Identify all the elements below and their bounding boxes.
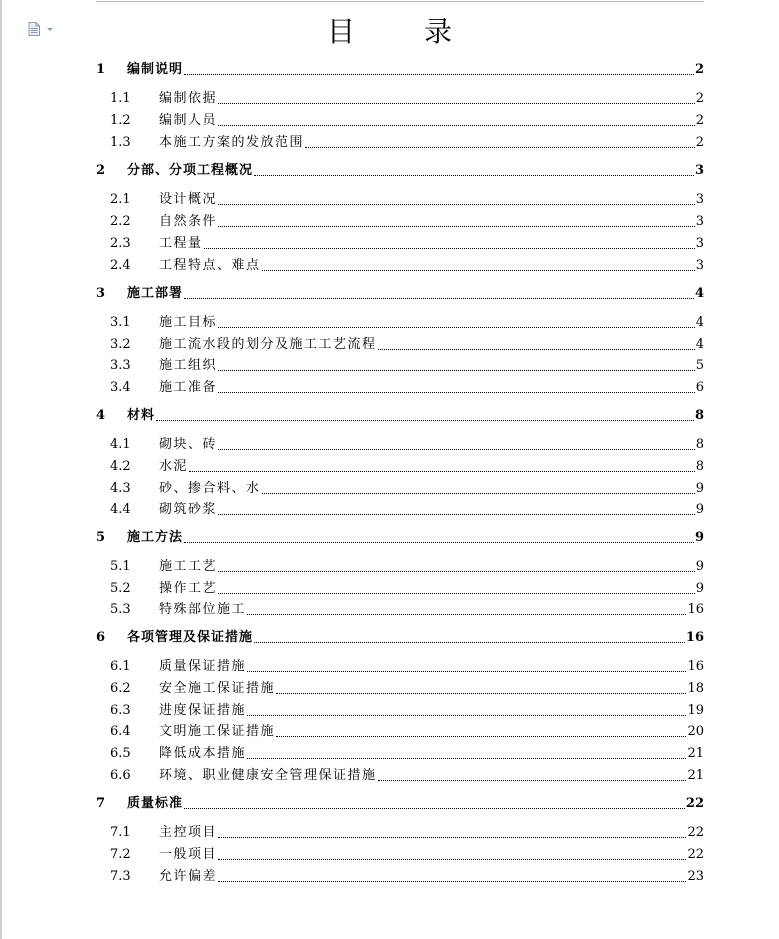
toc-section-entry[interactable] [96,134,704,152]
toc-dot-leader [156,419,694,421]
toc-entry-label: 降低成本措施 [159,746,247,761]
toc-dot-leader [218,102,695,104]
toc-entry-number: 6.6 [110,768,131,783]
toc-entry-label: 编制说明 [127,62,184,77]
toc-dot-leader [218,326,695,328]
toc-entry-page-number: 22 [687,847,704,862]
toc-entry-page-number: 9 [695,581,704,596]
toc-entry-label: 施工工艺 [159,559,218,574]
toc-chapter-entry[interactable] [96,795,704,813]
toc-entry-number: 4.2 [110,459,131,474]
toc-entry-label: 施工准备 [159,380,218,395]
toc-chapter-entry[interactable] [96,162,704,180]
toc-entry-number: 4.1 [110,437,131,452]
toc-entry-label: 水泥 [159,459,189,474]
toc-dot-leader [218,391,695,393]
toc-entry-label: 操作工艺 [159,581,218,596]
toc-entry-number: 6.1 [110,659,131,674]
toc-section-entry[interactable] [96,480,704,498]
toc-entry-label: 各项管理及保证措施 [127,630,254,645]
toc-section-entry[interactable] [96,213,704,231]
toc-entry-page-number: 2 [695,113,704,128]
toc-entry-number: 6 [96,630,106,645]
toc-section-entry[interactable] [96,112,704,130]
toc-entry-label: 工程特点、难点 [159,258,261,273]
toc-entry-label: 特殊部位施工 [159,602,247,617]
toc-entry-number: 3 [96,286,106,301]
toc-dot-leader [247,714,686,716]
toc-entry-page-number: 19 [687,703,704,718]
toc-entry-number: 3.3 [110,358,131,373]
toc-section-entry[interactable] [96,846,704,864]
toc-dot-leader [218,592,695,594]
toc-entry-label: 施工组织 [159,358,218,373]
toc-entry-page-number: 5 [695,358,704,373]
toc-dot-leader [184,807,685,809]
toc-entry-label: 设计概况 [159,192,218,207]
toc-section-entry[interactable] [96,314,704,332]
toc-dot-leader [305,146,695,148]
toc-entry-number: 2 [96,163,106,178]
toc-entry-number: 3.4 [110,380,131,395]
toc-entry-page-number: 3 [694,163,704,178]
toc-entry-page-number: 8 [695,459,704,474]
toc-entry-number: 5.1 [110,559,131,574]
toc-dot-leader [218,880,686,882]
toc-dot-leader [276,692,686,694]
toc-entry-number: 6.2 [110,681,131,696]
toc-section-entry[interactable] [96,235,704,253]
toc-section-entry[interactable] [96,601,704,619]
toc-entry-label: 施工方法 [127,530,184,545]
toc-entry-number: 3.2 [110,337,131,352]
toc-entry-page-number: 4 [695,337,704,352]
toc-dot-leader [218,448,695,450]
toc-entry-number: 5.3 [110,602,131,617]
toc-entry-page-number: 3 [695,258,704,273]
toc-entry-label: 一般项目 [159,847,218,862]
toc-chapter-entry[interactable] [96,61,704,79]
toc-entry-number: 7 [96,796,106,811]
toc-dot-leader [184,73,694,75]
toc-entry-label: 质量标准 [127,796,184,811]
toc-dot-leader [184,541,694,543]
toc-dot-leader [218,836,686,838]
toc-entry-page-number: 4 [695,315,704,330]
toc-dot-leader [378,779,687,781]
toc-section-entry[interactable] [96,767,704,785]
toc-dot-leader [218,369,695,371]
toc-entry-label: 编制人员 [159,113,218,128]
toc-entry-label: 允许偏差 [159,869,218,884]
toc-entry-label: 工程量 [159,236,203,251]
toc-entry-number: 7.2 [110,847,131,862]
toc-dot-leader [204,247,695,249]
toc-dot-leader [184,297,694,299]
toc-entry-number: 7.3 [110,869,131,884]
toc-entry-number: 2.1 [110,192,131,207]
toc-entry-page-number: 18 [687,681,704,696]
toc-entry-page-number: 3 [695,236,704,251]
toc-entry-page-number: 21 [687,768,704,783]
toc-entry-label: 砌块、砖 [159,437,218,452]
toc-chapter-entry[interactable] [96,285,704,303]
toc-dot-leader [218,225,695,227]
toc-section-entry[interactable] [96,501,704,519]
toc-entry-number: 6.3 [110,703,131,718]
toc-dot-leader [218,124,695,126]
toc-entry-page-number: 3 [695,214,704,229]
toc-dot-leader [247,757,686,759]
toc-entry-label: 质量保证措施 [159,659,247,674]
toc-dot-leader [247,670,686,672]
toc-dot-leader [218,858,686,860]
toc-entry-label: 自然条件 [159,214,218,229]
toc-entry-label: 分部、分项工程概况 [127,163,254,178]
toc-dot-leader [247,613,686,615]
toc-entry-label: 安全施工保证措施 [159,681,276,696]
toc-entry-number: 4 [96,408,106,423]
toc-entry-page-number: 9 [695,481,704,496]
toc-entry-label: 进度保证措施 [159,703,247,718]
toc-chapter-entry[interactable] [96,629,704,647]
toc-section-entry[interactable] [96,824,704,842]
toc-section-entry[interactable] [96,257,704,275]
toc-section-entry[interactable] [96,580,704,598]
toc-entry-page-number: 20 [687,724,704,739]
toc-entry-page-number: 2 [694,62,704,77]
toc-entry-page-number: 8 [694,408,704,423]
toc-dot-leader [218,513,695,515]
toc-dot-leader [218,203,695,205]
toc-entry-page-number: 4 [694,286,704,301]
toc-section-entry[interactable] [96,723,704,741]
toc-entry-number: 4.3 [110,481,131,496]
toc-entry-page-number: 3 [695,192,704,207]
toc-entry-label: 环境、职业健康安全管理保证措施 [159,768,377,783]
toc-section-entry[interactable] [96,680,704,698]
toc-entry-page-number: 22 [685,796,704,811]
toc-section-entry[interactable] [96,336,704,354]
toc-dot-leader [276,735,686,737]
toc-entry-number: 2.2 [110,214,131,229]
toc-dot-leader [218,570,695,572]
toc-dot-leader [254,641,685,643]
toc-entry-number: 1 [96,62,106,77]
toc-entry-label: 施工部署 [127,286,184,301]
toc-section-entry[interactable] [96,868,704,886]
toc-entry-page-number: 6 [695,380,704,395]
toc-entry-number: 5.2 [110,581,131,596]
toc-section-entry[interactable] [96,357,704,375]
toc-entry-page-number: 2 [695,91,704,106]
toc-entry-number: 6.4 [110,724,131,739]
page-left-edge [0,0,2,939]
toc-entry-label: 材料 [127,408,156,423]
toc-section-entry[interactable] [96,702,704,720]
toc-entry-page-number: 16 [687,659,704,674]
toc-entry-number: 2.4 [110,258,131,273]
toc-entry-page-number: 8 [695,437,704,452]
toc-dot-leader [189,470,695,472]
toc-entry-page-number: 9 [695,559,704,574]
header-rule [96,1,704,2]
toc-section-entry[interactable] [96,458,704,476]
toc-dot-leader [378,348,695,350]
toc-entry-page-number: 16 [685,630,704,645]
toc-entry-label: 主控项目 [159,825,218,840]
toc-section-entry[interactable] [96,191,704,209]
toc-section-entry[interactable] [96,90,704,108]
toc-entry-label: 本施工方案的发放范围 [159,135,305,150]
toc-entry-page-number: 16 [687,602,704,617]
toc-entry-label: 砂、掺合料、水 [159,481,261,496]
toc-entry-number: 4.4 [110,502,131,517]
toc-section-entry[interactable] [96,436,704,454]
toc-entry-number: 5 [96,530,106,545]
toc-entry-number: 2.3 [110,236,131,251]
toc-entry-page-number: 9 [695,502,704,517]
toc-entry-page-number: 21 [687,746,704,761]
toc-entry-page-number: 2 [695,135,704,150]
toc-entry-number: 7.1 [110,825,131,840]
toc-entry-label: 施工流水段的划分及施工工艺流程 [159,337,377,352]
toc-dot-leader [262,269,695,271]
toc-entry-number: 6.5 [110,746,131,761]
toc-section-entry[interactable] [96,558,704,576]
toc-entry-number: 3.1 [110,315,131,330]
toc-entry-label: 砌筑砂浆 [159,502,218,517]
toc-entry-number: 1.3 [110,135,131,150]
toc-entry-page-number: 9 [694,530,704,545]
toc-entry-page-number: 22 [687,825,704,840]
toc-section-entry[interactable] [96,379,704,397]
toc-entry-label: 施工目标 [159,315,218,330]
toc-entry-label: 文明施工保证措施 [159,724,276,739]
toc-dot-leader [262,492,695,494]
page-title: 目 录 [327,15,482,48]
toc-section-entry[interactable] [96,658,704,676]
toc-entry-page-number: 23 [687,869,704,884]
toc-dot-leader [254,174,694,176]
toc-entry-label: 编制依据 [159,91,218,106]
toc-entry-number: 1.1 [110,91,131,106]
toc-chapter-entry[interactable] [96,407,704,425]
toc-chapter-entry[interactable] [96,529,704,547]
toc-section-entry[interactable] [96,745,704,763]
toc-entry-number: 1.2 [110,113,131,128]
